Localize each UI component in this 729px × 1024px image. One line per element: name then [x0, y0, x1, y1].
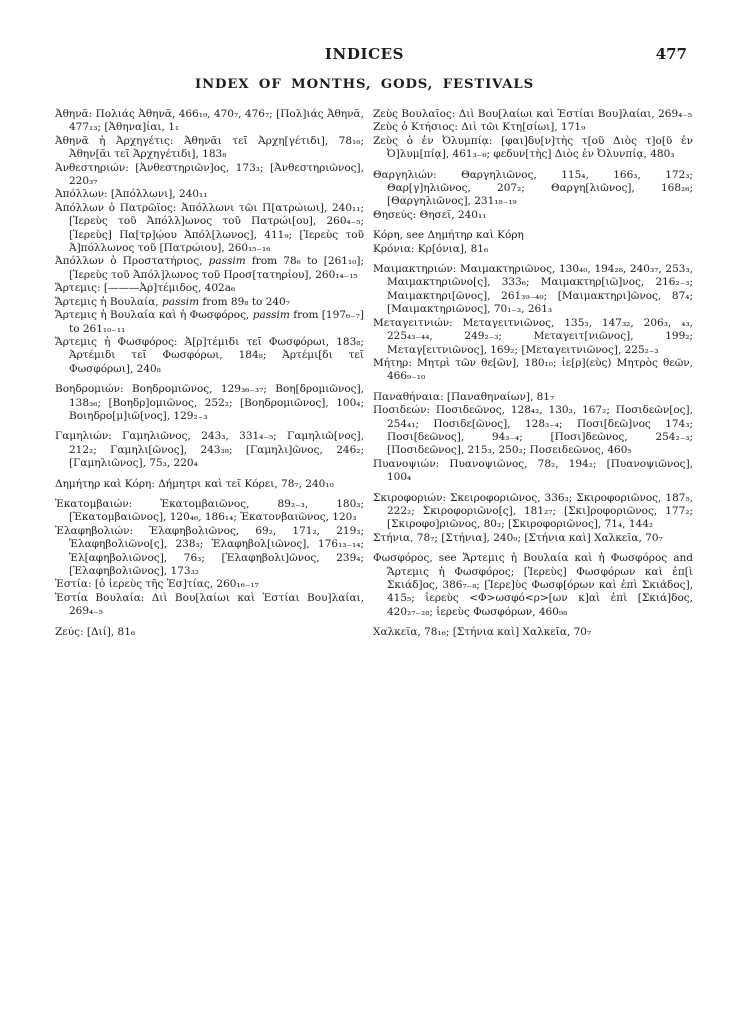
left-column	[55, 108, 364, 647]
index-group	[373, 229, 693, 256]
index-entry: Ποσιδεών: Ποσιδεῶνος, 128₄₂, 130₃, 167₂; Ποσιδεῶν[ος], 254₄₁; Ποσιδε[ῶνος], 128₃₋₄; Ποσι[δεῶ]νος 174₃; Ποσι[δεῶνος], 94₃₋₄; [Ποσι]δεῶνος, 254₂₋₃; [Ποσιδεῶνος], 215₃, 250₂; Ποσειδεῶνος, 460₅	[373, 404, 693, 457]
index-entry: Ἀπόλλων ὁ Προστατήριος, passim from 78₆ to [261₁₀]; [Ἱερεὺς τοῦ Ἀπόλ]λωνος τοῦ Προσ[τατηρίου], 260₁₄₋₁₅	[55, 255, 365, 281]
index-entry: Κόρη, see Δημήτηρ καὶ Κόρη	[373, 229, 524, 242]
index-group	[55, 626, 364, 639]
index-entry: Ζεὺς Βουλαῖος: Διὶ Βου[λαίωι καὶ Ἑστίαι Βου]λαίαι, 269₄₋₅	[373, 108, 693, 120]
right-column	[373, 108, 693, 647]
index-group	[55, 108, 364, 376]
index-entry: Πυανοψιών: Πυανοψιῶνος, 78₂, 194₂; [Πυανοψιῶνος], 100₄	[373, 457, 693, 484]
running-head-title: INDICES	[324, 45, 405, 63]
index-group	[55, 383, 364, 423]
index-entry: Ἀπόλλων ὁ Πατρῶϊος: Ἀπόλλωνι τῶι Π[ατρώιωι], 240₁₁; [Ἱερεὺς τοῦ Ἀπόλλ]ωνος τοῦ Πατρώι[ου], 260₄₋₅; [Ἱερεὺς] Πα[τρ]ῴου Ἀπόλ[λωνος], 411₉; [Ἱερεὺς τοῦ Ἀ]πόλλωνος τοῦ [Πατρώιου], 260₁₅₋₁₆	[55, 201, 364, 255]
index-entry: Φωσφόρος, see Ἄρτεμις ἡ Βουλαία καὶ ἡ Φωσφόρος and Ἄρτεμις ἡ Φωσφόρος; [Ἱερεὺς] Φωσφόρων καὶ ἐπ[ὶ Σκιάδ]ος, 386₇₋₈; [Ἱερε]ὺς Φωσφ[όρων καὶ ἐπὶ Σκιάδος], 415₅; ἱερεὺς <Φ>ωσφό<ρ>[ων κ]αὶ ἐπὶ [Σκιά]δος, 420₂₇₋₂₈; ἱερεὺς Φωσφόρων, 460₉₈	[373, 552, 693, 618]
index-group	[55, 478, 364, 491]
index-entry: Μαιμακτηριών: Μαιμακτηριῶνος, 130₄₀, 194₂₈, 240₃₇, 253₃, Μαιμακτηριῶνο[ς], 333₆; Μαιμακτηρ[ιῶ]νος, 216₂₋₃; Μαιμακτηρι[ῶνος], 261₃₉₋₄₀; [Μαιμακτηρι]ῶνος, 87₄; [Μαιμακτηριῶνος], 70₁₋₂, 261₃	[373, 263, 693, 316]
index-entry: Ἑστία: [ὁ ἱερεὺς τῆς Ἑσ]τίας, 260₁₆₋₁₇	[55, 578, 259, 591]
index-group	[55, 430, 364, 470]
index-group	[373, 552, 693, 619]
index-entry: Ζεύς: [Διί], 81₆	[55, 625, 136, 638]
index-entry: Μήτηρ: Μητρὶ τῶν θε[ῶν], 180₁₀; ἱε[ρ](εὺς) Μητρὸς θεῶν, 466₉₋₁₀	[373, 356, 693, 383]
index-entry: Βοηδρομιών: Βοηδρομιῶνος, 129₃₆₋₃₇; Βοη[δρομιῶνος], 138₃₆; [Βοηδρ]ομιῶνος, 252₂; [Βοηδρομιῶνος], 100₄; Βοιηδρο[μ]ιῶ[νος], 129₂₋₃	[55, 383, 364, 422]
index-entry: Ἑστία Βουλαία: Διὶ Βου[λαίωι καὶ Ἑστίαι Βου]λαίαι, 269₄₋₅	[55, 591, 364, 618]
index-entry: Δημήτηρ καὶ Κόρη: Δήμητρι καὶ τεῖ Κόρει, 78₇, 240₁₀	[55, 477, 334, 490]
index-group	[373, 169, 693, 223]
index-group	[55, 498, 364, 619]
running-head	[0, 45, 729, 63]
index-entry: Σκιροφοριών: Σκειροφοριῶνος, 336₃; Σκιροφοριῶνος, 187₅, 222₂; Σκιροφοριῶνο[ς], 181₂₇; [Σκι]ροφοριῶνος, 177₂; [Σκιροφο]ριῶνος, 80₃; [Σκιροφοριῶνος], 71₄, 144₂	[373, 491, 693, 531]
index-entry: Ἀπόλλων: [Ἀπόλλωνι], 240₁₁	[55, 188, 208, 201]
section-title: INDEX OF MONTHS, GODS, FESTIVALS	[195, 77, 534, 92]
index-group	[373, 108, 693, 162]
index-entry: Κρόνια: Κρ[όνια], 81₆	[373, 242, 489, 255]
index-entry: Στήνια, 78₇; [Στήνια], 240₉; [Στήνια καὶ] Χαλκεῖα, 70₇	[373, 531, 663, 544]
index-entry: Ἀνθεστηριών: [Ἀνθεστηριῶν]ος, 173₃; [Ἀνθεστηριῶνος], 220₃₇	[55, 161, 364, 188]
index-group	[373, 626, 693, 639]
index-entry: Ἄρτεμις ἡ Βουλαία καὶ ἡ Φωσφόρος, passim from [197₆₋₇] to 261₁₀₋₁₁	[55, 309, 364, 335]
index-entry: Γαμηλιών: Γαμηλιῶνος, 243₃, 331₄₋₅; Γαμηλιῶ[νος], 212₂; Γαμηλι[ῶνος], 243₃₈; [Γαμηλι]ῶνος, 246₂; [Γαμηλιῶνος], 75₃, 220₄	[55, 430, 364, 470]
index-entry: Ζεὺς ὁ ἐν Ὀλυμπίᾳ: [φαι]δυ[ν]τὴς τ[οῦ Διὸς τ]ο[ῦ ἐν Ὀ]λυμ[πίᾳ], 461₃₋₆; φεδυν[τὴς] Διὸς ἐν Ὀλυνπίᾳ, 480₃	[373, 134, 693, 161]
index-entry: Μεταγειτνιών: Μεταγειτνιῶνος, 135₃, 147₃₂, 206₃, ₄₃, 225₄₃₋₄₄, 249₂₋₃; Μεταγειτ[νιῶνος], 199₂; Μεταγ[ειτνιῶνος], 169₂; [Μεταγειτνιῶνος], 225₂₋₃	[373, 316, 693, 356]
index-entry: Ἐλαφηβολιών: Ἐλαφηβολιῶνος, 69₂, 171₂, 219₃; Ἐλαφηβολιῶνο[ς], 238₃; Ἐλαφηβολ[ιῶνος], 176₁₃₋₁₄; Ἐλ[αφηβολιῶνος], 76₃; [Ἐλαφηβολι]ῶνος, 239₄; [Ἐλαφηβολιῶνος], 173₃₂	[55, 524, 364, 577]
index-entry: Ἀθηνᾶ: Πολιάς Ἀθηνᾶ, 466₁₉, 470₇, 476₇; [Πολ]ιάς Ἀθηνᾶ, 477₁₃; [Ἀθηνα]ίαι, 1₁	[55, 108, 364, 134]
index-entry: Ἄρτεμις ἡ Βουλαία, passim from 89₈ to 240₇	[55, 295, 290, 308]
index-entry: Ἄρτεμις ἡ Φωσφόρος: Ἀ[ρ]τέμιδι τεῖ Φωσφόρωι, 183₈; Ἀρτέμιδι τεῖ Φωσφόρωι, 184₈; Ἀρτέμι[δι τεῖ Φωσφόρωι], 240₈	[55, 335, 364, 375]
index-entry: Ζεὺς ὁ Κτήσιος: Διὶ τῶι Κτη[σίωι], 171₉	[373, 121, 586, 134]
page-number: 477	[655, 45, 687, 63]
index-group	[373, 391, 693, 485]
index-columns	[55, 108, 693, 647]
index-group	[373, 492, 693, 546]
index-entry: Ἄρτεμις: [———Ἀρ]τέμιδος, 402a₆	[55, 282, 236, 295]
index-entry: Ἀθηνᾶ ἡ Ἀρχηγέτις: Ἀθηνᾶι τεῖ Ἀρχη[γέτιδι], 78₁₆; Ἀθην[ᾶι τεῖ Ἀρχηγέτιδι], 183₈	[55, 134, 364, 161]
index-group	[373, 263, 693, 384]
index-entry: Παναθήναια: [Παναθηναίων], 81₇	[373, 390, 555, 403]
index-entry: Θαργηλιών: Θαργηλιῶνος, 115₄, 166₃, 172₃; Θαρ[γ]ηλιῶνος, 207₂; Θαργη[λιῶνος], 168₂₆; [Θαργηλιῶνος], 231₁₈₋₁₉	[373, 168, 693, 208]
index-entry: Ἑκατομβαιών: Ἑκατομβαιῶνος, 89₂₋₃, 180₃; [Ἑκατομβαιῶνος], 120₄₆, 186₁₄; Ἑκατονβαιῶνος, 120₃	[55, 497, 364, 524]
index-entry: Χαλκεῖα, 78₁₆; [Στήνια καὶ] Χαλκεῖα, 70₇	[373, 626, 592, 639]
index-entry: Θησεύς: Θησεῖ, 240₁₁	[373, 208, 487, 221]
